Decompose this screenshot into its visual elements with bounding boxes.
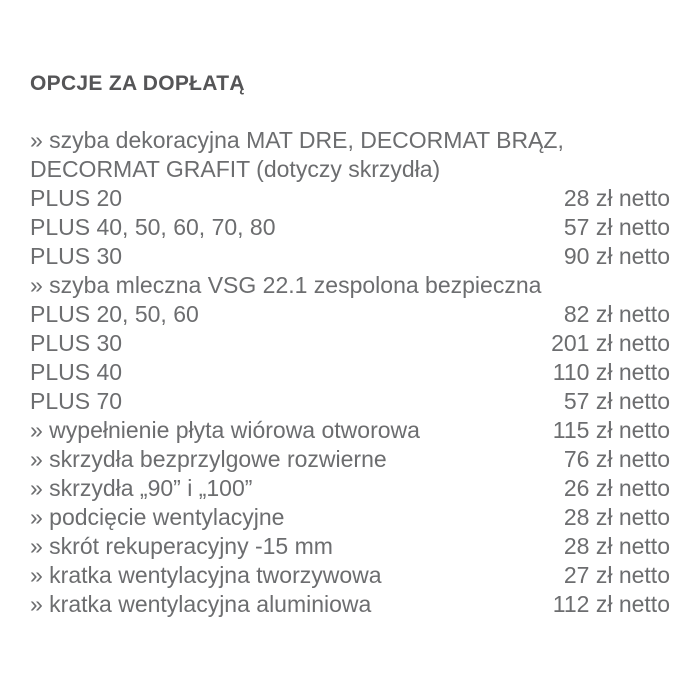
price-row [30, 329, 670, 358]
price-row [30, 532, 670, 561]
item-label: » skrzydła „90” i „100” [30, 475, 253, 501]
item-label: » kratka wentylacyjna tworzywowa [30, 562, 382, 588]
item-price: 28 zł netto [563, 185, 670, 211]
item-label: PLUS 30 [30, 330, 123, 356]
item-price: 201 zł netto [551, 330, 670, 356]
item-label: » skrót rekuperacyjny -15 mm [30, 533, 333, 559]
price-row [30, 474, 670, 503]
price-row [30, 590, 670, 619]
page-title: OPCJE ZA DOPŁATĄ [30, 72, 245, 95]
price-row [30, 213, 670, 242]
price-row [30, 242, 670, 271]
item-label: PLUS 40, 50, 60, 70, 80 [30, 214, 276, 240]
item-label: » szyba mleczna VSG 22.1 zespolona bezpieczna [30, 272, 542, 298]
item-label: PLUS 40 [30, 359, 123, 385]
price-row [30, 561, 670, 590]
item-label: PLUS 30 [30, 243, 123, 269]
surcharge-options-page [30, 71, 670, 619]
price-row [30, 445, 670, 474]
item-label: » skrzydła bezprzylgowe rozwierne [30, 446, 387, 472]
item-price: 57 zł netto [563, 388, 670, 414]
item-price: 112 zł netto [552, 591, 670, 617]
price-row [30, 184, 670, 213]
item-label: PLUS 70 [30, 388, 123, 414]
price-list [30, 126, 670, 619]
item-label: PLUS 20, 50, 60 [30, 301, 199, 327]
item-price: 27 zł netto [563, 562, 670, 588]
price-row [30, 503, 670, 532]
item-label: » kratka wentylacyjna aluminiowa [30, 591, 372, 617]
item-price: 28 zł netto [563, 504, 670, 530]
price-row [30, 416, 670, 445]
item-label: PLUS 20 [30, 185, 123, 211]
price-row [30, 155, 670, 184]
item-price: 115 zł netto [552, 417, 670, 443]
item-price: 76 zł netto [563, 446, 670, 472]
price-row [30, 358, 670, 387]
price-row [30, 387, 670, 416]
item-label: » podcięcie wentylacyjne [30, 504, 285, 530]
item-price: 28 zł netto [563, 533, 670, 559]
price-row [30, 126, 670, 155]
item-label: » wypełnienie płyta wiórowa otworowa [30, 417, 420, 443]
item-label: » szyba dekoracyjna MAT DRE, DECORMAT BRĄZ, [30, 127, 564, 153]
item-price: 110 zł netto [552, 359, 670, 385]
price-row [30, 271, 670, 300]
item-price: 82 zł netto [563, 301, 670, 327]
price-row [30, 300, 670, 329]
item-label: DECORMAT GRAFIT (dotyczy skrzydła) [30, 156, 441, 182]
item-price: 57 zł netto [563, 214, 670, 240]
item-price: 26 zł netto [563, 475, 670, 501]
item-price: 90 zł netto [563, 243, 670, 269]
